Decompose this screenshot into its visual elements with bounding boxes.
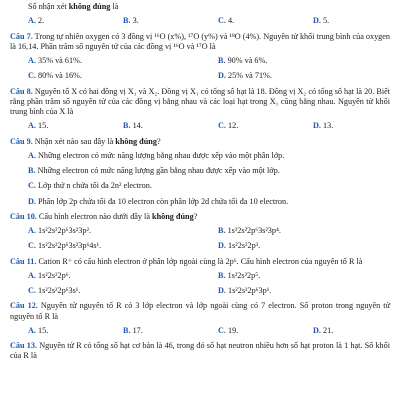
option-letter: A.	[28, 270, 36, 280]
q12-stem	[10, 301, 390, 322]
q6-option-a[interactable]: A. 2.	[28, 16, 45, 26]
option-letter: B.	[218, 270, 226, 280]
q11-stem	[10, 257, 390, 267]
q11-options-row1	[10, 271, 390, 281]
q8-stem	[10, 87, 390, 118]
q7-option-c[interactable]: C. 80% và 16%.	[28, 71, 82, 81]
option-letter: A.	[28, 226, 36, 235]
q13-text: Nguyên tử R có tổng số hạt cơ bản là 46, trong đó số hạt neutron nhiều hơn số hạt proton là 1 hạt. Số khối của R là	[10, 341, 390, 361]
q10-option-b[interactable]: B. 1s²2s²2p⁶3s²3p⁴.	[218, 226, 281, 235]
q8-options	[10, 121, 390, 131]
q12-option-a[interactable]: A. 15.	[28, 325, 49, 335]
option-letter: C.	[218, 16, 226, 26]
q8-text: Nguyên tố X có hai đồng vị X₁ và X₂. Đồng vị X₁ có tổng số hạt là 18. Đồng vị X₂ có tổng số hạt là 20. Biết rằng phần trăm số nguyên tử của các đồng vị bằng nhau và các loại hạt trong X₁ cũng bằng nhau. Nguyên tử khối trung bình của X là	[10, 86, 390, 116]
option-letter: C.	[28, 71, 36, 81]
option-letter: B.	[123, 121, 131, 131]
q7-option-b[interactable]: B. 90% và 6%.	[218, 56, 268, 65]
q8-option-b[interactable]: B. 14.	[123, 121, 143, 131]
option-letter: B.	[123, 16, 131, 26]
q12-option-d[interactable]: D. 21.	[313, 325, 334, 335]
option-letter: B.	[218, 226, 226, 235]
option-letter: C.	[28, 241, 36, 251]
q11-option-c[interactable]: C. 1s²2s²2p⁶3s¹.	[28, 286, 81, 295]
q13-number: Câu 13.	[10, 341, 37, 350]
option-letter: A.	[28, 121, 36, 131]
q11-option-d[interactable]: D. 1s²2s²2p⁶3p¹.	[218, 286, 272, 295]
q12-number: Câu 12.	[10, 301, 38, 311]
option-letter: B.	[218, 56, 226, 65]
option-letter: D.	[313, 16, 321, 26]
option-letter: A.	[28, 325, 36, 335]
q10-stem: Câu 10. Cấu hình electron nào dưới đây là không đúng?	[10, 211, 198, 221]
q11-option-b[interactable]: B. 1s²2s²2p⁵.	[218, 270, 261, 280]
option-letter: D.	[28, 196, 36, 206]
q9-option-d[interactable]: D. Phân lớp 2p chứa tối đa 10 electron còn phân lớp 2d chứa tối đa 10 electron.	[28, 196, 289, 206]
option-letter: A.	[28, 56, 36, 65]
q6-option-b[interactable]: B. 3.	[123, 16, 139, 26]
option-letter: C.	[28, 286, 36, 295]
q12-options	[10, 326, 390, 336]
q11-text: Cation R⁺ có cấu hình electron ở phân lớp ngoài cùng là 2p⁶. Cấu hình electron của nguyên tố R là	[36, 256, 363, 266]
q10-options-row2	[10, 241, 390, 251]
q12-option-c[interactable]: C. 19.	[218, 325, 239, 335]
q9-option-b[interactable]: B. Những electron có mức năng lượng gần bằng nhau được xếp vào một lớp.	[28, 166, 280, 175]
q6-options	[10, 16, 390, 26]
option-letter: A.	[28, 16, 36, 26]
q7-text: Trong tự nhiên oxygen có 3 đồng vị ¹⁶O (x%), ¹⁷O (y%) và ¹⁸O (4%). Nguyên tử khối trung bình của oxygen là 16,14. Phần trăm số nguyên tử của các đồng vị ¹⁶O và ¹⁷O là	[10, 31, 391, 51]
q9-option-c[interactable]: C. Lớp thứ n chứa tối đa 2n² electron.	[28, 181, 152, 191]
option-letter: B.	[123, 325, 131, 335]
option-letter: D.	[218, 286, 226, 295]
q10-option-d[interactable]: D. 1s²2s²2p³.	[218, 241, 261, 251]
q7-stem	[10, 32, 390, 53]
option-letter: D.	[218, 71, 226, 81]
q10-option-a[interactable]: A. 1s²2s²2p⁶3s²3p².	[28, 226, 91, 235]
option-letter: C.	[218, 121, 226, 131]
q9-stem: Câu 9. Nhận xét nào sau đây là không đúng?	[10, 136, 161, 146]
q6-option-d[interactable]: D. 5.	[313, 16, 330, 26]
q7-option-d[interactable]: D. 25% và 71%.	[218, 71, 272, 81]
option-letter: C.	[218, 325, 226, 335]
option-letter: A.	[28, 150, 36, 160]
q13-stem	[10, 341, 390, 362]
q8-option-a[interactable]: A. 15.	[28, 121, 49, 131]
q9-option-a[interactable]: A. Những electron có mức năng lượng bằng nhau được xếp vào một phân lớp.	[28, 150, 285, 160]
q7-number: Câu 7.	[10, 31, 33, 41]
q10-options-row1	[10, 226, 390, 236]
q6-option-c[interactable]: C. 4.	[218, 16, 235, 26]
q10-number: Câu 10.	[10, 211, 37, 221]
q9-number: Câu 9.	[10, 136, 33, 146]
q7-options-row1	[10, 56, 390, 66]
q6-stem-tail: Số nhận xét không đúng là	[28, 2, 119, 11]
option-letter: D.	[218, 241, 226, 251]
q8-option-d[interactable]: D. 13.	[313, 121, 334, 131]
q7-options-row2	[10, 71, 390, 81]
option-letter: D.	[313, 325, 321, 335]
q10-option-c[interactable]: C. 1s²2s²2p⁶3s²3p⁶4s¹.	[28, 241, 102, 251]
q12-option-b[interactable]: B. 17.	[123, 325, 143, 335]
q11-option-a[interactable]: A. 1s²2s²2p⁶.	[28, 270, 71, 280]
option-letter: C.	[28, 181, 36, 191]
q7-option-a[interactable]: A. 35% và 61%.	[28, 56, 82, 65]
q8-option-c[interactable]: C. 12.	[218, 121, 239, 131]
q11-number: Câu 11.	[10, 256, 37, 266]
q12-text: Nguyên tử nguyên tố R có 3 lớp electron và lớp ngoài cùng có 7 electron. Số proton trong nguyên tử nguyên tố R là	[10, 301, 391, 321]
q8-number: Câu 8.	[10, 86, 33, 96]
q11-options-row2	[10, 286, 390, 296]
option-letter: D.	[313, 121, 321, 131]
option-letter: B.	[28, 166, 36, 175]
